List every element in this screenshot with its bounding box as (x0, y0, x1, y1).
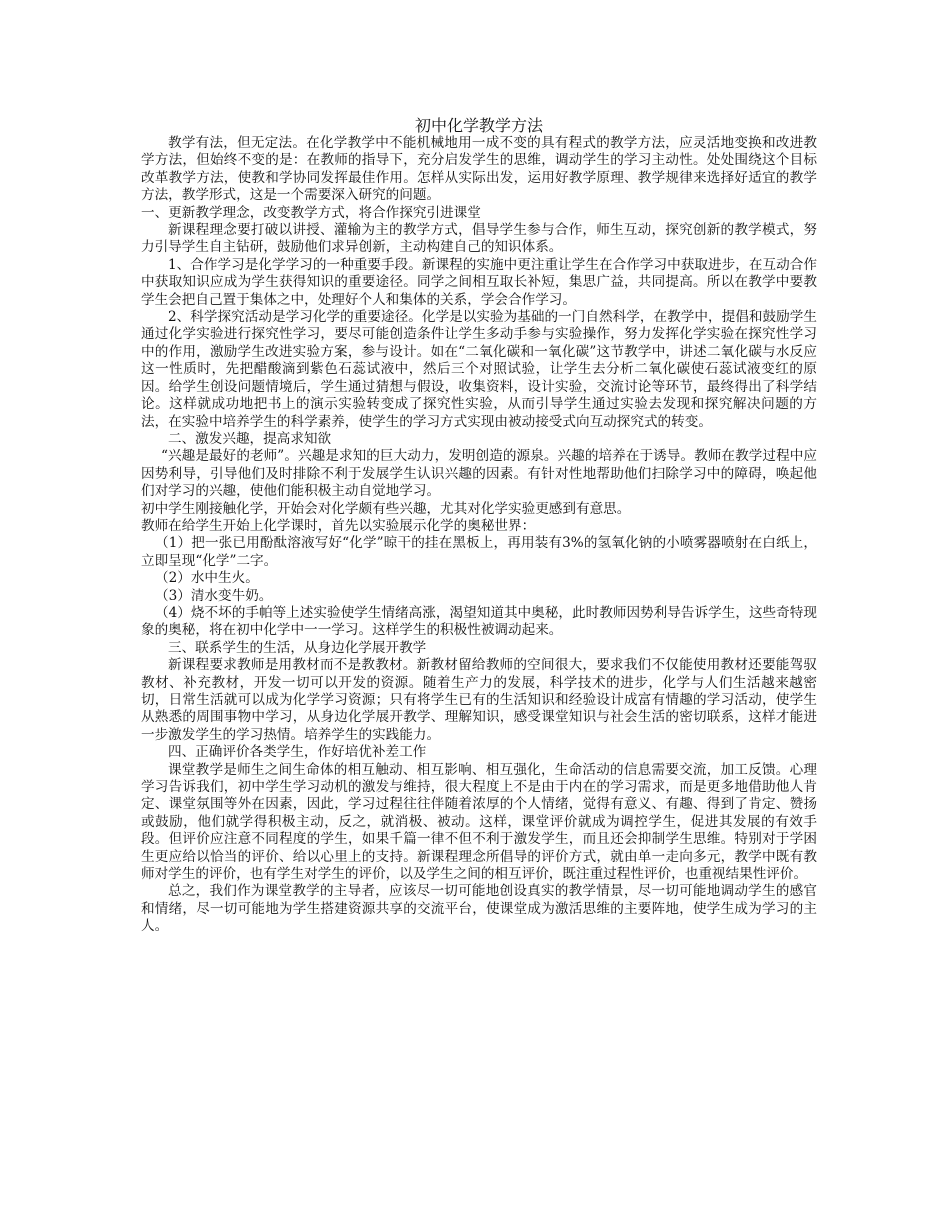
section-heading-4: 四、正确评价各类学生，作好培优补差工作 (168, 744, 427, 761)
paragraph: 2、科学探究活动是学习化学的重要途径。化学是以实验为基础的一门自然科学，在教学中，提倡和鼓励学生通过化学实验进行探究性学习，要尽可能创造条件让学生多动手参与实验操作，努力发挥化学实验在探究性学习中的作用，激励学生改进实验方案，参与设计。如在“二氧化碳和一氧化碳”这节教学中，讲述二氧化碳与水反应这一性质时，先把醋酸滴到紫色石蕊试液中，然后三个对照试验，让学生去分析二氧化碳使石蕊试液变红的原因。给学生创设问题情境后，学生通过猜想与假设，收集资料，设计实验，交流讨论等环节，最终得出了科学结论。这样就成功地把书上的演示实验转变成了探究性实验，从而引导学生通过实验去发现和探究解决问题的方法，在实验中培养学生的科学素养，使学生的学习方式实现由被动接受式向互动探究式的转变。 (141, 309, 817, 430)
section-heading-2: 二、激发兴趣，提高求知欲 (168, 430, 332, 447)
conclusion-paragraph: 总之，我们作为课堂教学的主导者，应该尽一切可能地创设真实的教学情景，尽一切可能地调动学生的感官和情绪，尽一切可能地为学生搭建资源共享的交流平台，使课堂成为激活思维的主要阵地，使学生成为学习的主人。 (141, 883, 817, 935)
paragraph: 新课程理念要打破以讲授、灌输为主的教学方式，倡导学生参与合作，师生互动，探究创新的教学模式，努力引导学生自主钻研，鼓励他们求异创新，主动构建自己的知识体系。 (141, 222, 817, 256)
section-heading-3: 三、联系学生的生活，从身边化学展开教学 (168, 639, 427, 656)
document-title: 初中化学教学方法 (414, 116, 543, 135)
paragraph: 初中学生刚接触化学，开始会对化学颇有些兴趣，尤其对化学实验更感到有意思。 (141, 500, 631, 517)
paragraph: “兴趣是最好的老师”。兴趣是求知的巨大动力，发明创造的源泉。兴趣的培养在于诱导。教师在教学过程中应因势利导，引导他们及时排除不利于发展学生认识兴趣的因素。有针对性地帮助他们扫除学习中的障碍，唤起他们对学习的兴趣，使他们能积极主动自觉地学习。 (141, 448, 817, 500)
intro-paragraph: 教学有法，但无定法。在化学教学中不能机械地用一成不变的具有程式的教学方法，应灵活地变换和改进教学方法，但始终不变的是：在教师的指导下，充分启发学生的思维，调动学生的学习主动性。处处围绕这个目标改革教学方法，使教和学协同发挥最佳作用。怎样从实际出发，运用好教学原理、教学规律来选择好适宜的教学方法，教学形式，这是一个需要深入研究的问题。 (141, 135, 817, 204)
paragraph: 新课程要求教师是用教材而不是教教材。新教材留给教师的空间很大，要求我们不仅能使用教材还要能驾驭教材、补充教材，开发一切可以开发的资源。随着生产力的发展，科学技术的进步，化学与人们生活越来越密切，日常生活就可以成为化学学习资源；只有将学生已有的生活知识和经验设计成富有情趣的学习活动，使学生从熟悉的周围事物中学习，从身边化学展开教学、理解知识，感受课堂知识与社会生活的密切联系，这样才能进一步激发学生的学习热情。培养学生的实践能力。 (141, 657, 817, 743)
paragraph: 课堂教学是师生之间生命体的相互触动、相互影响、相互强化，生命活动的信息需要交流，加工反馈。心理学习告诉我们，初中学生学习动机的激发与维持，很大程度上不是由于内在的学习需求，而是更多地借助他人肯定、课堂氛围等外在因素，因此，学习过程往往伴随着浓厚的个人情绪，觉得有意义、有趣、得到了肯定、赞扬或鼓励，他们就学得积极主动，反之，就消极、被动。这样，课堂评价就成为调控学生，促进其发展的有效手段。但评价应注意不同程度的学生，如果千篇一律不但不利于激发学生，而且还会抑制学生思维。特别对于学困生更应给以恰当的评价、给以心里上的支持。新课程理念所倡导的评价方式，就由单一走向多元，教学中既有教师对学生的评价，也有学生对学生的评价，以及学生之间的相互评价，既注重过程性评价，也重视结果性评价。 (141, 761, 817, 883)
paragraph: 1、合作学习是化学学习的一种重要手段。新课程的实施中更注重让学生在合作学习中获取进步，在互动合作中获取知识应成为学生获得知识的重要途径。同学之间相互取长补短，集思广益，共同提高。所以在教学中要教学生会把自己置于集体之中，处理好个人和集体的关系，学会合作学习。 (141, 256, 817, 308)
section-heading-1: 一、更新教学理念，改变教学方式，将合作探究引进课堂 (141, 204, 481, 221)
list-item: （4）烧不坏的手帕等上述实验使学生情绪高涨，渴望知道其中奥秘，此时教师因势利导告诉学生，这些奇特现象的奥秘，将在初中化学中一一学习。这样学生的积极性被调动起来。 (141, 604, 817, 639)
list-item: （1）把一张已用酚酞溶液写好“化学”晾干的挂在黑板上，再用装有3%的氢氧化钠的小喷雾器喷射在白纸上，立即呈现“化学”二字。 (141, 535, 817, 569)
list-item: （2）水中生火。 (155, 570, 259, 587)
list-item: （3）清水变牛奶。 (155, 587, 273, 604)
document-page (141, 116, 817, 936)
paragraph: 教师在给学生开始上化学课时，首先以实验展示化学的奥秘世界： (141, 517, 536, 534)
